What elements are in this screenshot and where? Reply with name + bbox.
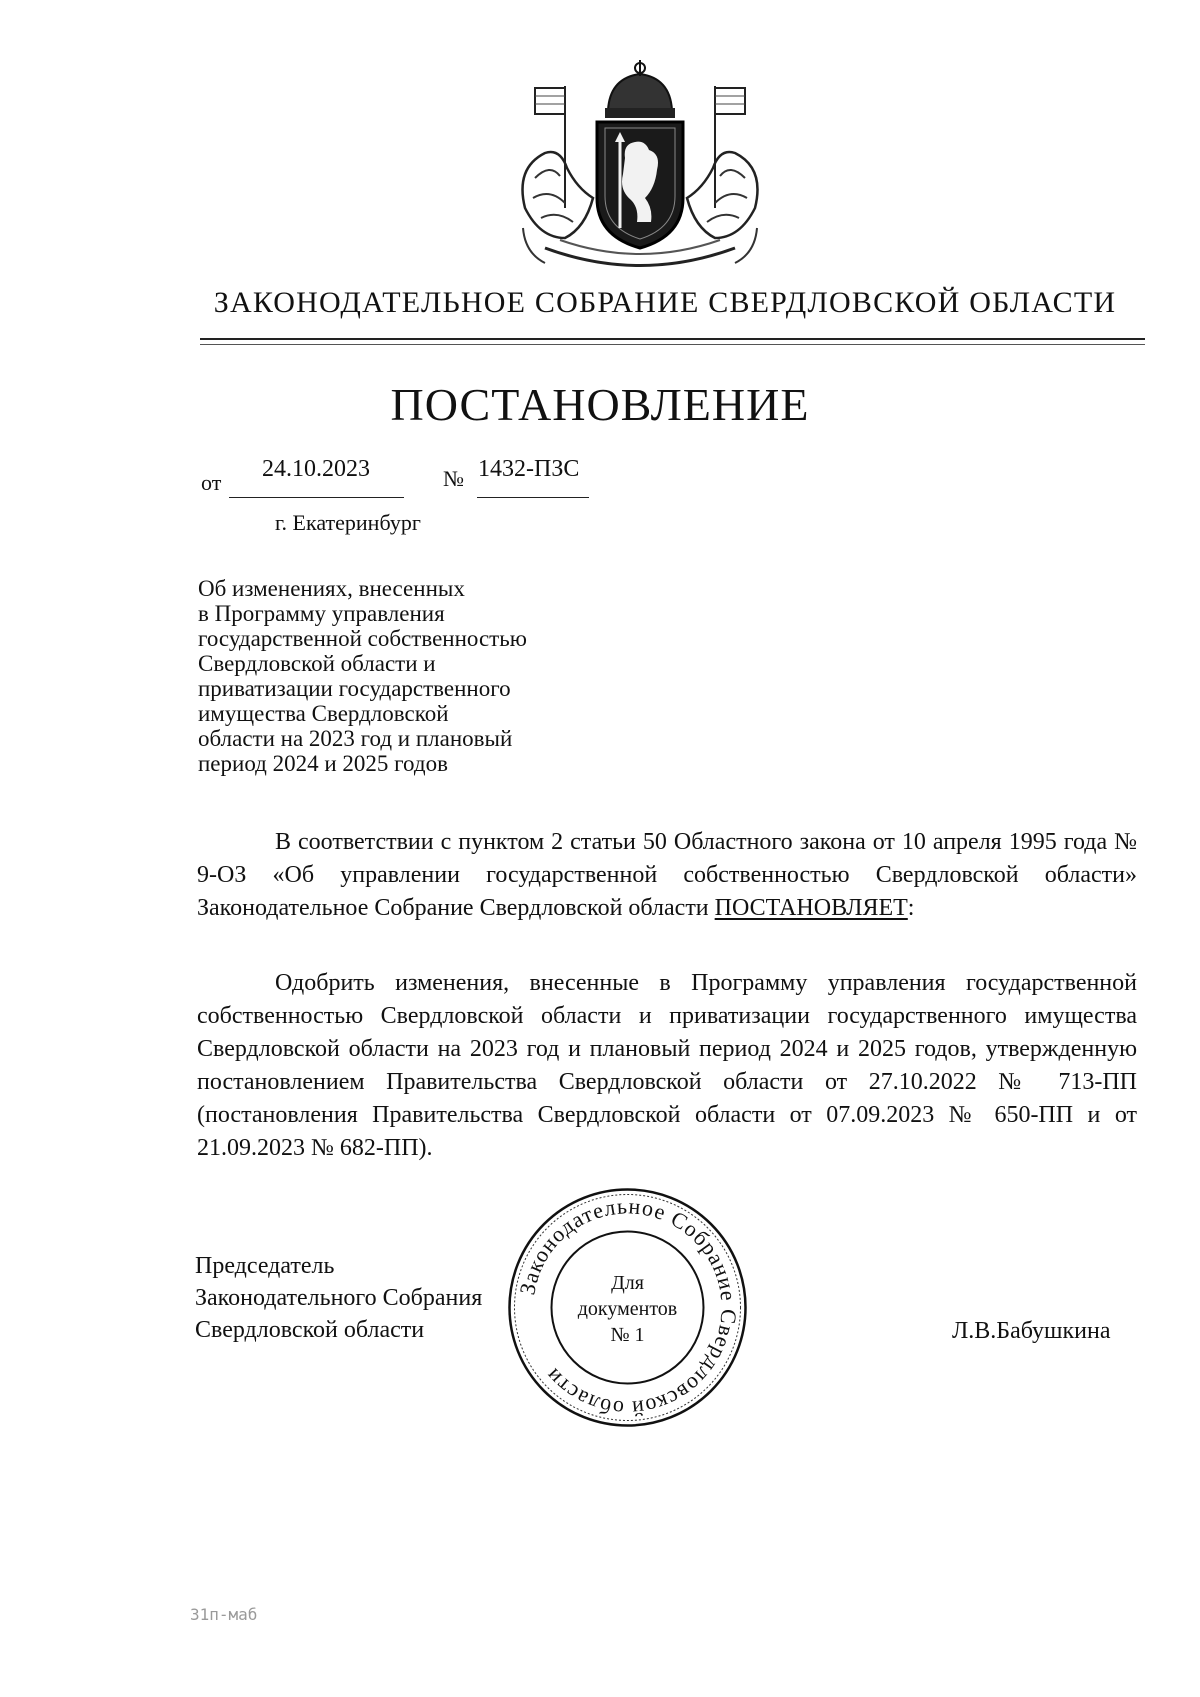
resolution-paragraph: Одобрить изменения, внесенные в Программу управления государственной собственностью Свердловской области и приватизации государственного имущества Свердловской области на 2023 год и плановый период 2024 и 2025 годов, утвержденную постановлением Правительства Свердловской области от 27.10.2022 № 713-ПП (постановления Правительства Свердловской области от 07.09.2023 № 650-ПП и от 21.09.2023 № 682-ПП). [197, 970, 1137, 1161]
header-rule [200, 338, 1145, 340]
number-underline [477, 497, 589, 498]
seal-center-line: № 1 [610, 1324, 645, 1346]
signer-position-line: Законодательного Собрания [195, 1285, 483, 1311]
seal-center-line: документов [577, 1298, 678, 1320]
signer-name: Л.В.Бабушкина [952, 1318, 1111, 1344]
date-prefix-label: от [201, 470, 222, 495]
document-number: 1432-ПЗС [478, 456, 580, 482]
footer-code: 31п-маб [190, 1605, 258, 1624]
official-seal [505, 1185, 750, 1430]
signer-position [195, 1250, 482, 1346]
subject-line: приватизации государственного [198, 676, 511, 701]
date-underline [229, 497, 404, 498]
subject-line: Об изменениях, внесенных [198, 576, 465, 601]
subject-line: имущества Свердловской [198, 701, 449, 726]
number-sign-label: № [443, 466, 464, 491]
organization-title: ЗАКОНОДАТЕЛЬНОЕ СОБРАНИЕ СВЕРДЛОВСКОЙ ОБЛАСТИ [213, 286, 1117, 319]
document-subject [198, 576, 638, 776]
subject-line: период 2024 и 2025 годов [198, 751, 448, 776]
seal-center-line: Для [611, 1272, 644, 1294]
preamble-paragraph [197, 826, 1137, 925]
document-city: г. Екатеринбург [275, 510, 421, 535]
subject-line: области на 2023 год и плановый [198, 726, 513, 751]
preamble-text: В соответствии с пунктом 2 статьи 50 Областного закона от 10 апреля 1995 года № 9-ОЗ «Об управлении государственной собственностью Свердловской области» Законодательное Собрание Свердловской области [197, 829, 1137, 921]
subject-line: государственной собственностью [198, 626, 527, 651]
document-date: 24.10.2023 [262, 456, 370, 482]
subject-line: Свердловской области и [198, 651, 436, 676]
coat-of-arms-icon [505, 58, 775, 273]
header-rule-thin [200, 344, 1145, 345]
document-type-title: ПОСТАНОВЛЕНИЕ [390, 379, 810, 430]
decree-colon: : [907, 895, 915, 921]
subject-line: в Программу управления [198, 601, 445, 626]
seal-ring-text: Законодательное Собрание Свердловской области [514, 1193, 742, 1422]
decree-keyword: ПОСТАНОВЛЯЕТ [714, 895, 908, 921]
signer-position-line: Председатель [195, 1253, 335, 1279]
signer-position-line: Свердловской области [195, 1317, 425, 1343]
